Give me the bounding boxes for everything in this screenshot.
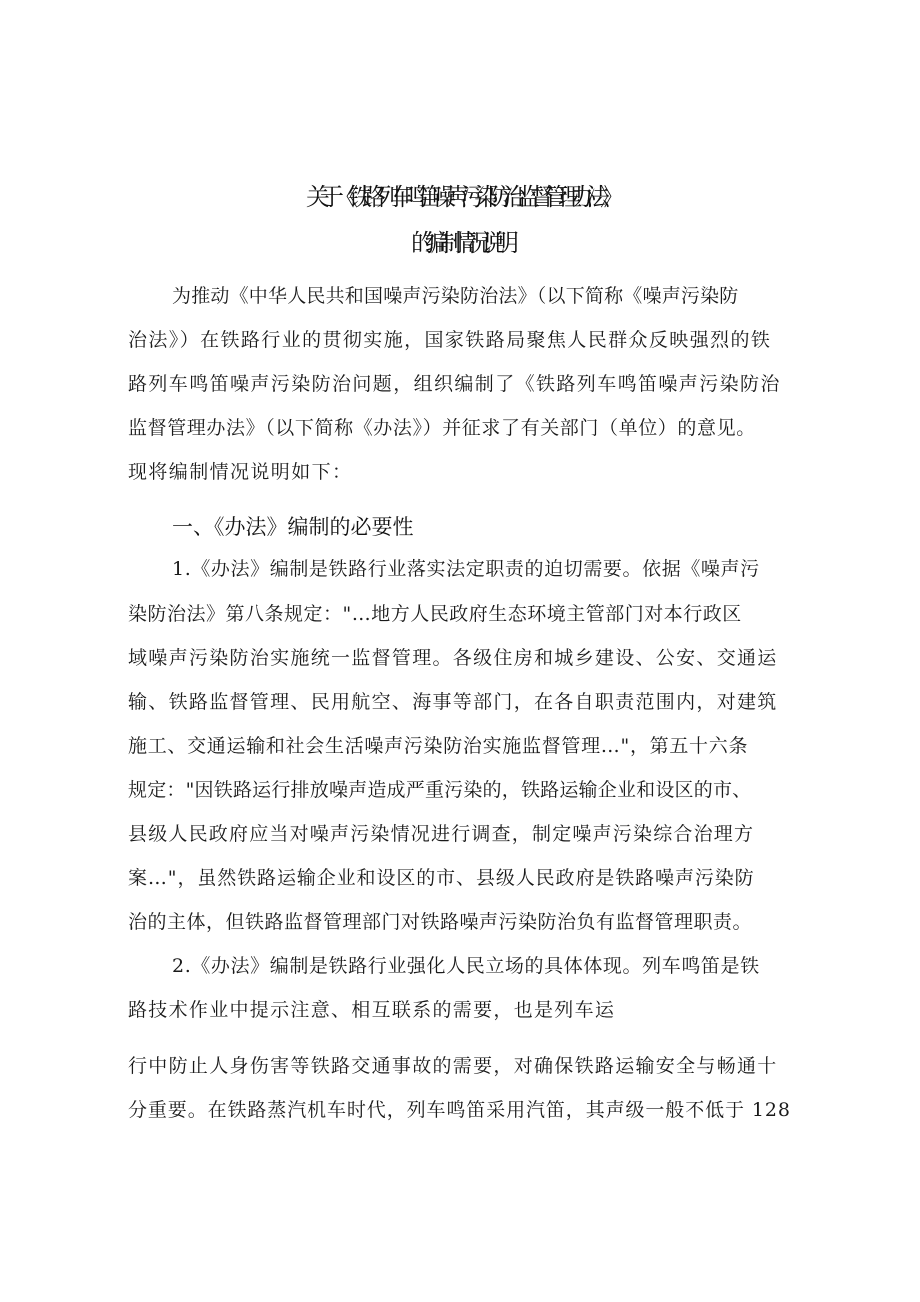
para3-line: 分重要。在铁路蒸汽机车时代，列车鸣笛采用汽笛，其声级一般不低于 128 [128,1099,791,1121]
para1-line: 1.《办法》编制是铁路行业落实法定职责的迫切需要。依据《噪声污 [172,558,760,580]
para2-line: 2.《办法》编制是铁路行业强化人民立场的具体体现。列车鸣笛是铁 [172,955,760,977]
para1-line: 案…"，虽然铁路运输企业和设区的市、县级人民政府是铁路噪声污染防 [128,867,755,889]
document-title-line1: 关于《铁路列车鸣笛噪声污染防治监督管理办法》 [306,183,614,211]
intro-line: 治法》）在铁路行业的贯彻实施，国家铁路局聚焦人民群众反映强烈的铁 [128,329,772,351]
intro-line: 路列车鸣笛噪声污染防治问题，组织编制了《铁路列车鸣笛噪声污染防治 [128,373,781,395]
intro-line: 为推动《中华人民共和国噪声污染防治法》（以下简称《噪声污染防 [172,285,739,307]
para1-line: 施工、交通运输和社会生活噪声污染防治实施监督管理…"，第五十六条 [128,735,749,757]
para1-line: 染防治法》第八条规定："…地方人民政府生态环境主管部门对本行政区 [128,603,742,625]
para2-line: 路技术作业中提示注意、相互联系的需要，也是列车运 [128,999,616,1021]
para1-line: 规定："因铁路运行排放噪声造成严重污染的，铁路运输企业和设区的市、 [128,779,752,801]
document-title-line2: 的编制情况说明 [411,229,509,257]
para1-line: 域噪声污染防治实施统一监督管理。各级住房和城乡建设、公安、交通运 [128,647,778,669]
section-heading: 一、《办法》编制的必要性 [172,515,414,539]
para1-line: 输、铁路监督管理、民用航空、海事等部门，在各自职责范围内，对建筑 [128,691,778,713]
para1-line: 治的主体，但铁路监督管理部门对铁路噪声污染防治负有监督管理职责。 [128,911,753,933]
para3-line: 行中防止人身伤害等铁路交通事故的需要，对确保铁路运输安全与畅通十 [128,1055,778,1077]
intro-line: 现将编制情况说明如下： [128,461,353,483]
intro-line: 监督管理办法》（以下简称《办法》）并征求了有关部门（单位）的意见。 [128,417,756,439]
para1-line: 县级人民政府应当对噪声污染情况进行调查，制定噪声污染综合治理方 [128,823,755,845]
